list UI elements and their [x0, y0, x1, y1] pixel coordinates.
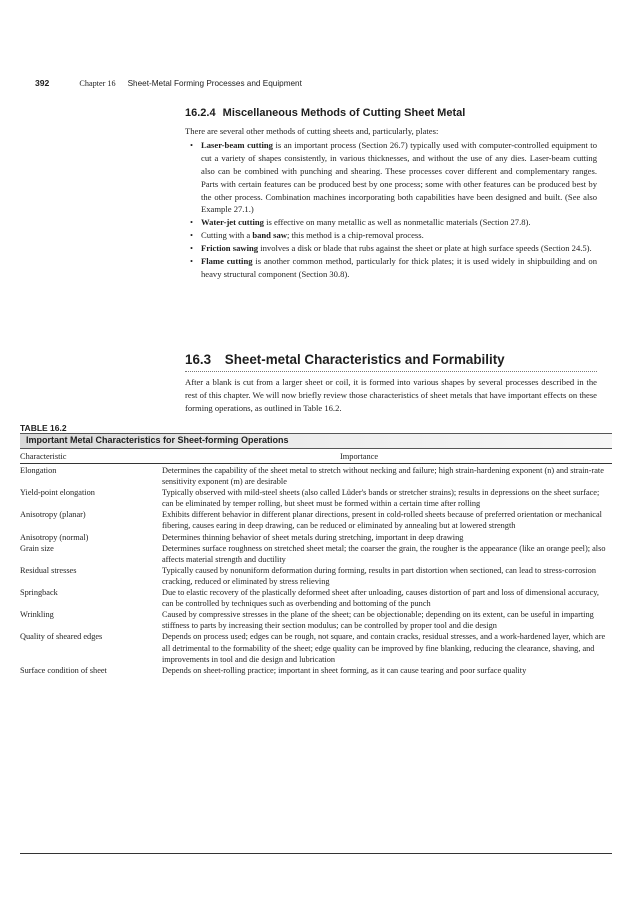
section-heading	[185, 107, 597, 119]
page-header	[35, 78, 302, 88]
chapter-label: Chapter 16	[79, 79, 116, 88]
table-row: Wrinkling Caused by compressive stresses in the plane of the sheet; can be objectionable; depending on its extent, can be useful in imparting stiffness to parts by increasing their section modulus; can be controlled by proper tool and die design	[20, 610, 594, 631]
table-row: Anisotropy (normal) Determines thinning behavior of sheet metals during stretching, important in deep drawing	[20, 532, 464, 542]
table-row: Grain size Determines surface roughness on stretched sheet metal; the coarser the grain, the rougher is the appearance (like an orange peel); also affects material strength and ductility	[20, 543, 606, 564]
table-header-rule	[20, 463, 612, 464]
table-bottom-rule	[20, 853, 612, 854]
section-paragraph: After a blank is cut from a larger sheet or coil, it is formed into various shapes by several processes described in the rest of this chapter. We will now briefly review those characteristics of sheet metals that have important effects on these forming operations, as outlined in Table 16.2.	[185, 377, 597, 413]
section-number: 16.3	[185, 352, 212, 367]
table-row: Anisotropy (planar) Exhibits different behavior in different planar directions, present in cold-rolled sheets because of preferred orientation or mechanical fibering, causes earing in deep drawing, can be reduced or eliminated by annealing but at lowered strength	[20, 510, 602, 531]
page-number: 392	[35, 78, 50, 88]
bullet-list	[185, 139, 597, 281]
section-16-3-heading	[185, 352, 597, 367]
column-header-importance: Importance	[340, 452, 379, 461]
table-row: Yield-point elongation Typically observed with mild-steel sheets (also called Lüder's bands or stretcher strains); results in depressions on the sheet surface; can be eliminated by temper rolling, but sheet must be formed within a certain time after rolling	[20, 488, 600, 509]
table-title-band	[20, 433, 612, 449]
table-body	[20, 465, 612, 676]
section-16-3-body	[185, 376, 597, 415]
table-row: Quality of sheared edges Depends on process used; edges can be rough, not square, and contain cracks, residual stresses, and a work-hardened layer, which are all detrimental to the formability of the sheet; edge quality can be improved by fine blanking, reducing the clearance, shaving, and improvements in tool and die design and lubrication	[20, 632, 606, 664]
table-row: Springback Due to elastic recovery of the plastically deformed sheet after unloading, causes distortion of part and loss of dimensional accuracy, can be controlled by techniques such as overbending and bottoming of the punch	[20, 588, 599, 609]
section-title: Miscellaneous Methods of Cutting Sheet Metal	[222, 107, 466, 119]
table-row: Surface condition of sheet Depends on sheet-rolling practice; important in sheet forming, as it can cause tearing and poor surface quality	[20, 665, 527, 675]
column-header-characteristic: Characteristic	[20, 452, 67, 461]
table-row: Elongation Determines the capability of the sheet metal to stretch without necking and failure; high strain-hardening exponent (n) and strain-rate sensitivity exponent (m) are desirable	[20, 466, 604, 487]
section-title: Sheet-metal Characteristics and Formability	[224, 352, 505, 367]
bullet-item: • Friction sawing involves a disk or blade that rubs against the sheet or plate at high surface speeds (Section 24.5).	[190, 243, 592, 254]
section-intro: There are several other methods of cutting sheets and, particularly, plates:	[185, 126, 439, 136]
table-label: TABLE 16.2	[20, 423, 67, 433]
bullet-item: • Laser-beam cutting is an important process (Section 26.7) typically used with computer-controlled equipment to cut a variety of shapes consistently, in various thicknesses, and without the use of any dies. Laser-beam cutting also can be combined with punching and shearing. These processes cover different and complementary ranges. Parts with certain features can be produced best by one process; some with other features can be produced best by the other process. Combination machines incorporating both capabilities have been designed and built. (See also Example 27.1.)	[190, 139, 597, 215]
bullet-item: • Flame cutting is another common method, particularly for thick plates; it is used widely in shipbuilding and on heavy structural component (Section 30.8).	[190, 256, 597, 279]
table-row: Residual stresses Typically caused by nonuniform deformation during forming, results in part distortion when sectioned, can lead to stress-corrosion cracking, reduced or eliminated by stress relieving	[20, 565, 596, 586]
bullet-item: • Water-jet cutting is effective on many metallic as well as nonmetallic materials (Section 27.8).	[190, 217, 531, 228]
bullet-item: • Cutting with a band saw; this method is a chip-removal process.	[190, 230, 424, 241]
table-title: Important Metal Characteristics for Sheet-forming Operations	[26, 435, 289, 445]
section-divider	[185, 371, 597, 372]
chapter-title: Sheet-Metal Forming Processes and Equipment	[127, 79, 302, 88]
section-16-2-4	[185, 107, 597, 281]
section-number: 16.2.4	[185, 107, 216, 119]
